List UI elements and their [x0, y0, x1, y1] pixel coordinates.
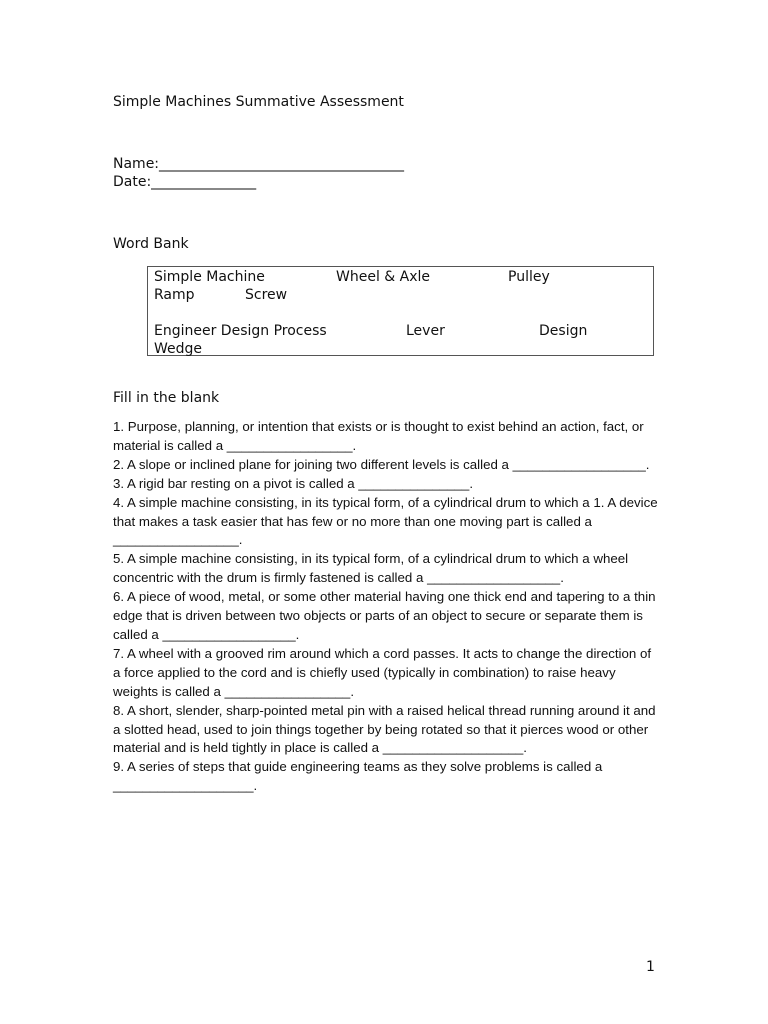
page-title: Simple Machines Summative Assessment: [113, 94, 404, 110]
word-bank-term: Pulley: [508, 269, 550, 285]
question-item: 3. A rigid bar resting on a pivot is called a _______________.: [113, 475, 474, 491]
word-bank-term: Simple Machine: [154, 269, 265, 285]
page-number: 1: [646, 959, 655, 975]
word-bank-heading: Word Bank: [113, 236, 189, 252]
question-item: 4. A simple machine consisting, in its typical form, of a cylindrical drum to which a 1. A device that makes a task easier that has few or no more than one moving part is called a _________________.: [113, 494, 658, 548]
question-item: 1. Purpose, planning, or intention that exists or is thought to exist behind an action, fact, or material is called a _________________.: [113, 419, 644, 453]
name-field: Name:___________________________________: [113, 156, 405, 172]
word-bank-term: Lever: [406, 323, 445, 339]
question-item: 5. A simple machine consisting, in its typical form, of a cylindrical drum to which a wheel concentric with the drum is firmly fastened is called a __________________.: [113, 551, 629, 586]
question-item: 8. A short, slender, sharp-pointed metal pin with a raised helical thread running around it and a slotted head, used to join things together by being rotated so that it pierces wood or other material and is held tightly in place is called a ___________________.: [113, 702, 656, 756]
word-bank-term: Design: [539, 323, 588, 339]
word-bank-term: Ramp: [154, 287, 195, 303]
question-item: 6. A piece of wood, metal, or some other material having one thick end and tapering to a thin edge that is driven between two objects or parts of an object to secure or separate them is called a __________________.: [113, 589, 656, 642]
word-bank-box: [147, 266, 654, 356]
word-bank-term: Engineer Design Process: [154, 323, 327, 339]
word-bank-term: Wedge: [154, 341, 203, 357]
question-item: 7. A wheel with a grooved rim around which a cord passes. It acts to change the direction of a force applied to the cord and is chiefly used (typically in combination) to raise heavy weights is called a _________________.: [113, 645, 652, 699]
word-bank-term: Wheel & Axle: [336, 269, 431, 285]
question-item: 2. A slope or inclined plane for joining two different levels is called a __________________.: [113, 456, 650, 472]
question-item: 9. A series of steps that guide engineering teams as they solve problems is called a ___________________.: [113, 759, 603, 794]
word-bank-term: Screw: [245, 287, 288, 303]
date-field: Date:_______________: [113, 174, 257, 190]
fill-in-heading: Fill in the blank: [113, 390, 220, 406]
question-list: [113, 418, 658, 796]
